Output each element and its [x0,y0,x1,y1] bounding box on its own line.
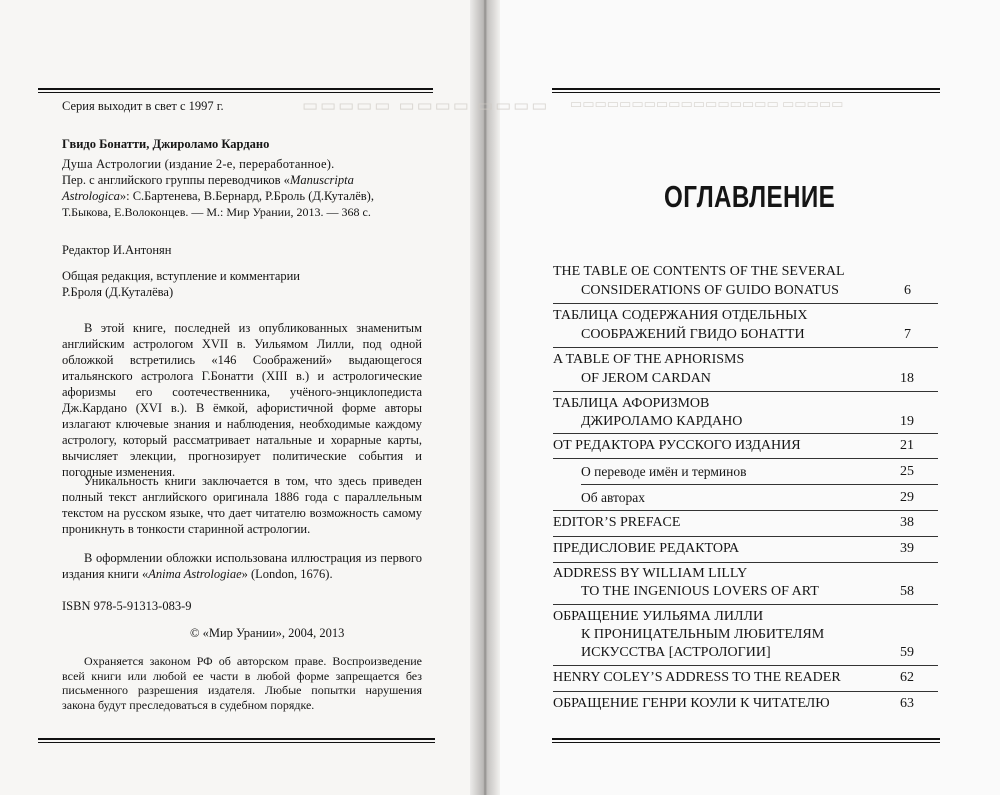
description-paragraph: В этой книге, последней из опубликованных знаменитым английским астрологом XVII в. Уильямом Лилли, под одной обложкой встретились «146 Соображений» выдающегося итальянского астролога Г.Бонатти (XIII в.) и астрологические афоризмы его соотечественника, учёного-энциклопедиста Дж.Кардано (XVI в.). В ёмкой, афористичной форме авторы излагают ключевые знания и наблюдения, необходимые каждому астрологу, который рассматривает натальные и хорарные карты, вычисляет элекции, прогнозирует политические события и погодные изменения. [62,321,422,479]
toc-page-number: 38 [900,515,914,530]
toc-entry-line: ИСКУССТВА [АСТРОЛОГИИ] [581,645,771,660]
toc-entry-line: ОТ РЕДАКТОРА РУССКОГО ИЗДАНИЯ [553,438,801,453]
toc-page-number: 21 [900,438,914,453]
toc-divider [553,303,938,304]
toc-entry-line: К ПРОНИЦАТЕЛЬНЫМ ЛЮБИТЕЛЯМ [581,627,825,642]
toc-page-number: 7 [904,327,911,342]
isbn: ISBN 978-5-91313-083-9 [62,599,192,613]
bottom-rule [552,738,940,743]
top-rule [552,88,940,93]
toc-divider [553,604,938,605]
toc-entry-line: СООБРАЖЕНИЙ ГВИДО БОНАТТИ [581,327,805,342]
toc-page-number: 25 [900,464,914,479]
toc-entry-line: ПРЕДИСЛОВИЕ РЕДАКТОРА [553,541,740,556]
toc-page-number: 19 [900,414,914,429]
toc-divider [581,484,938,485]
bottom-rule [38,738,435,743]
toc-entry-line: CONSIDERATIONS OF GUIDO BONATUS [581,283,839,298]
toc-entry-line: TO THE INGENIOUS LOVERS OF ART [581,584,819,599]
toc-entry-line: EDITOR’S PREFACE [553,515,681,530]
toc-divider [553,510,938,511]
toc-entry-line: Об авторах [581,490,645,505]
toc-entry-line: ОБРАЩЕНИЕ ГЕНРИ КОУЛИ К ЧИТАТЕЛЮ [553,696,830,711]
toc-divider [553,391,938,392]
toc-page-number: 29 [900,490,914,505]
toc-entry-line: ОБРАЩЕНИЕ УИЛЬЯМА ЛИЛЛИ [553,609,764,624]
toc-divider [553,458,938,459]
toc-page-number: 63 [900,696,914,711]
toc-page-number: 18 [900,371,914,386]
title-line: Душа Астрологии (издание 2-е, переработанное). [62,157,335,171]
toc-entry-line: HENRY COLEY’S ADDRESS TO THE READER [553,670,841,685]
toc-page-number: 59 [900,645,914,660]
toc-page-number: 39 [900,541,914,556]
title-line: Пер. с английского группы переводчиков «Manuscripta Astrologica»: С.Бартенева, В.Бернард, Р.Броль (Д.Куталёв), [62,173,374,203]
toc-page-number: 6 [904,283,911,298]
toc-entry-line: OF JEROM CARDAN [581,371,711,386]
toc-entry-line: ДЖИРОЛАМО КАРДАНО [581,414,743,429]
toc-divider [553,433,938,434]
toc-divider [553,665,938,666]
toc-entry-line: A TABLE OF THE APHORISMS [553,352,745,367]
uniqueness-paragraph: Уникальность книги заключается в том, что здесь приведен полный текст английского оригинала 1886 года с параллельным текстом на русском языке, что дает читателю возможность самому проникнуть в тонкости старинной астрологии. [62,474,422,536]
toc-divider [553,347,938,348]
book-gutter [470,0,500,795]
editor: Редактор И.Антонян [62,243,172,257]
toc-title: ОГЛАВЛЕНИЕ [664,179,836,214]
copyright: © «Мир Урании», 2004, 2013 [190,626,345,640]
toc-page-number: 62 [900,670,914,685]
toc-entry-line: ТАБЛИЦА СОДЕРЖАНИЯ ОТДЕЛЬНЫХ [553,308,808,323]
toc-divider [553,536,938,537]
law-notice: Охраняется законом РФ об авторском праве. Воспроизведение всей книги или любой ее части в любой форме запрещается без письменного разрешения издателя. Любые попытки нарушения закона будут преследоваться в судебном порядке. [62,654,422,712]
series-line: Серия выходит в свет с 1997 г. [62,99,224,113]
toc-entry-line: О переводе имён и терминов [581,464,747,479]
bibliographic-entry [62,156,422,220]
general-edit: Общая редакция, вступление и комментарии Р.Броля (Д.Куталёва) [62,269,300,299]
authors: Гвидо Бонатти, Джироламо Кардано [62,137,270,151]
top-rule [38,88,433,93]
cover-note: В оформлении обложки использована иллюстрация из первого издания книги «Anima Astrologiae» (London, 1676). [62,551,422,581]
bleed-through-mark: ▭▭▭▭▭ ▭▭▭▭▭▭▭▭▭▭▭▭▭▭▭▭▭ [570,96,844,111]
toc-entry-line: ТАБЛИЦА АФОРИЗМОВ [553,396,710,411]
toc-entry-line: THE TABLE OE CONTENTS OF THE SEVERAL [553,264,845,279]
title-line: Т.Быкова, Е.Волоконцев. — М.: Мир Урании, 2013. — 368 с. [62,205,371,219]
toc-page-number: 58 [900,584,914,599]
toc-divider [553,691,938,692]
toc-entry-line: ADDRESS BY WILLIAM LILLY [553,566,748,581]
bleed-through-mark: ▭▭▭▭ ▭▭▭▭ ▭▭▭▭▭ [300,96,548,115]
toc-divider [553,562,938,563]
